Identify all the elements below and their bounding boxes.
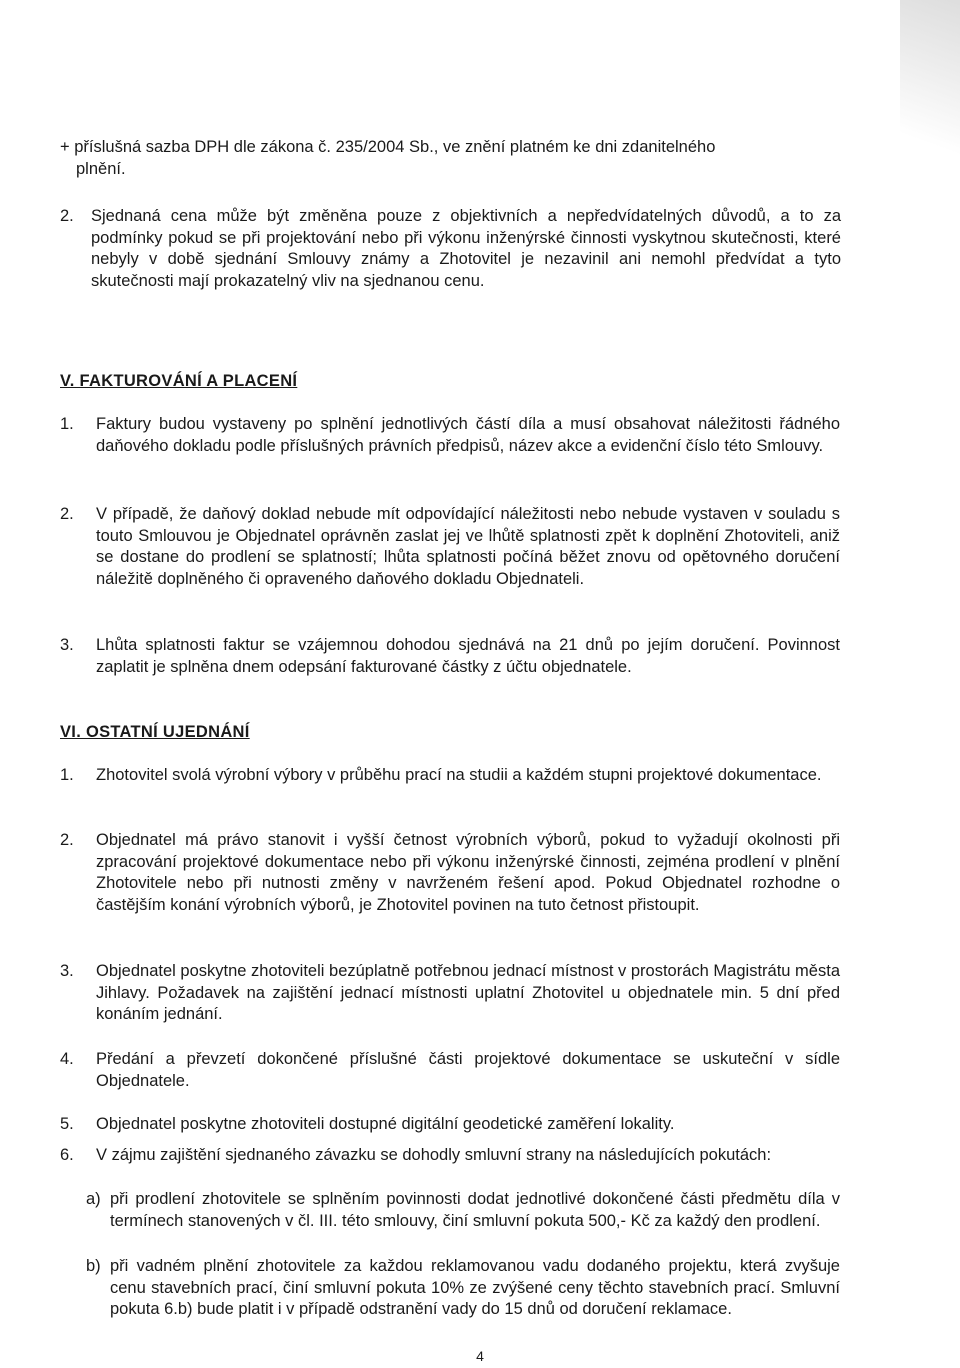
vat-note bbox=[60, 137, 850, 180]
vi-item4-text: Předání a převzetí dokončené příslušné části projektové dokumentace se uskuteční v sídle Objednatele. bbox=[96, 1050, 840, 1090]
vi-item3-text: Objednatel poskytne zhotoviteli bezúplatně potřebnou jednací místnost v prostorách Magistrátu města Jihlavy. Požadavek na zajištění jednací místnosti uplatní Zhotovitel u objednatele min. 5 dní před konáním jednání. bbox=[96, 962, 840, 1023]
section-v-title: V. FAKTUROVÁNÍ A PLACENÍ bbox=[60, 372, 298, 390]
v-item3-text: Lhůta splatnosti faktur se vzájemnou dohodou sjednává na 21 dnů po jejím doručení. Povinnost zaplatit je splněna dnem odepsání fakturované částky z účtu objednatele. bbox=[96, 636, 840, 676]
vi-item1-number: 1. bbox=[60, 766, 74, 784]
vi-item1-text: Zhotovitel svolá výrobní výbory v průběhu prací na studii a každém stupni projektové dokumentace. bbox=[96, 766, 822, 784]
penalty-b-label: b) bbox=[86, 1257, 101, 1275]
penalty-b-text: při vadném plnění zhotovitele za každou reklamovanou vadu dodaného projektu, která zvyšuje cenu stavebních prací, činí smluvní pokuta 10% ze zvýšené ceny těchto stavebních prací. Smluvní pokuta 6.b) bude platit i v případě odstranění vady do 15 dnů od doručení reklamace. bbox=[110, 1257, 840, 1318]
v-item3-number: 3. bbox=[60, 636, 74, 654]
v-item2-number: 2. bbox=[60, 505, 74, 523]
page-number: 4 bbox=[476, 1348, 484, 1364]
vi-item4-number: 4. bbox=[60, 1050, 74, 1068]
v-item2-text: V případě, že daňový doklad nebude mít odpovídající náležitosti nebo nebude vystaven v souladu s touto Smlouvou je Objednatel oprávněn zaslat jej ve lhůtě splatnosti zpět k doplnění Zhotoviteli, aniž se dostane do prodlení se splatností; lhůta splatnosti počíná běžet znovu od opětovného doručení náležitě doplněného či opraveného daňového dokladu Objednateli. bbox=[96, 505, 840, 588]
section-vi-title: VI. OSTATNÍ UJEDNÁNÍ bbox=[60, 723, 250, 741]
vi-item2-number: 2. bbox=[60, 831, 74, 849]
vi-item6-number: 6. bbox=[60, 1146, 74, 1164]
vi-item2-text: Objednatel má právo stanovit i vyšší četnost výrobních výborů, pokud to vyžadují okolnosti při zpracování projektové dokumentace nebo při výkonu inženýrské činnosti, zejména prodlení v plnění Zhotovitele nebo při nutnosti změny v navrženém řešení apod. Pokud Objednatel rozhodne o častějším konání výrobních výborů, je Zhotovitel povinen na tuto četnost přistoupit. bbox=[96, 831, 840, 914]
vi-item3-number: 3. bbox=[60, 962, 74, 980]
vat-note-line1: + příslušná sazba DPH dle zákona č. 235/2004 Sb., ve znění platném ke dni zdanitelného bbox=[60, 138, 716, 156]
price-change-number: 2. bbox=[60, 207, 74, 225]
vi-item6-text: V zájmu zajištění sjednaného závazku se dohodly smluvní strany na následujících pokutách: bbox=[96, 1146, 772, 1164]
v-item1-text: Faktury budou vystaveny po splnění jednotlivých částí díla a musí obsahovat náležitosti řádného daňového dokladu podle příslušných právních předpisů, název akce a evidenční číslo této Smlouvy. bbox=[96, 415, 840, 455]
vat-note-line2: plnění. bbox=[76, 159, 126, 178]
vi-item5-number: 5. bbox=[60, 1115, 74, 1133]
v-item1-number: 1. bbox=[60, 415, 74, 433]
penalty-a-label: a) bbox=[86, 1190, 101, 1208]
price-change-clause: Sjednaná cena může být změněna pouze z objektivních a nepředvídatelných důvodů, a to za podmínky pokud se při projektování nebo při výkonu inženýrské činnosti vyskytnou skutečnosti, které nebyly v době sjednání Smlouvy známy a Zhotovitel je nezavinil ani nemohl předvídat a tyto skutečnosti mají prokazatelný vliv na sjednanou cenu. bbox=[91, 207, 841, 290]
penalty-a-text: při prodlení zhotovitele se splněním povinnosti dodat jednotlivé dokončené části předmětu díla v termínech stanovených v čl. III. této smlouvy, činí smluvní pokuta 500,- Kč za každý den prodlení. bbox=[110, 1190, 840, 1230]
scan-shadow bbox=[900, 0, 960, 200]
vi-item5-text: Objednatel poskytne zhotoviteli dostupné digitální geodetické zaměření lokality. bbox=[96, 1115, 675, 1133]
